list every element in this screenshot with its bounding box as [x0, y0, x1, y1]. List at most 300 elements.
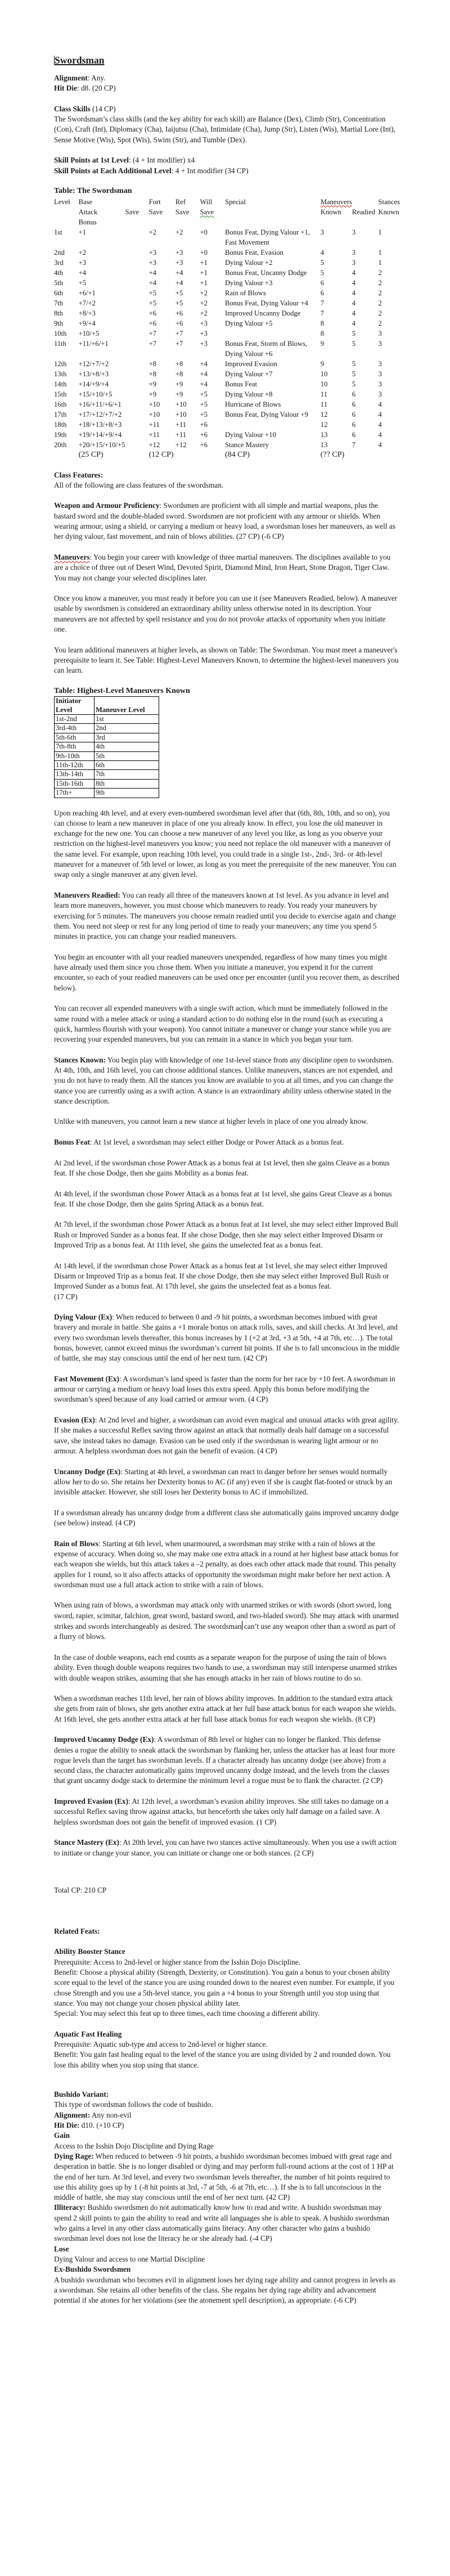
empty-cell: [125, 328, 149, 339]
stance-mastery-label: Stance Mastery (Ex): [54, 1838, 119, 1847]
cell-known: 6: [320, 289, 325, 297]
empty-cell: [54, 450, 79, 460]
evasion: [54, 1415, 400, 1456]
table-row: [54, 359, 400, 369]
header-cell: [352, 217, 379, 227]
cell-level: 20th: [54, 440, 67, 449]
rain-p2: [54, 1600, 400, 1642]
class-features-heading-text: Class Features:: [54, 470, 104, 479]
cell-special: [225, 328, 321, 339]
cell-stances: 1: [378, 248, 382, 256]
cell-will: +3: [200, 339, 208, 348]
header-cell: Stances: [378, 197, 400, 206]
class-skills-label: Class Skills: [54, 104, 91, 113]
stance-mastery-text: : At 20th level, you can have two stances active simultaneously. When you use a swift action to initiate or change your stance, you can initiate or change one or both stances. (2 CP): [54, 1838, 397, 1857]
cell-bab: +18/+13/+8/+3: [78, 420, 122, 429]
page-title: [54, 54, 400, 66]
cell-readied: 4: [352, 299, 356, 307]
stances-p1-text: You begin play with knowledge of one 1st-level stance from any discipline open to swordsmen. At 4th, 10th, and 16th level, you can choose additional stances. Unlike maneuvers, stances are not expended, and you do not have to ready them. All the stances you know are available to you at all times, and you can change the stance you are currently using as a swift action. A stance is an extraordinary ability unless otherwise stated in the stance description.: [54, 1055, 394, 1105]
table-row: [55, 751, 159, 760]
cell-known: 12: [320, 410, 328, 418]
stances-p2: Unlike with maneuvers, you cannot learn a new stance at higher levels in place of one you already know.: [54, 1117, 368, 1126]
special-text: Dying Valour +5: [224, 319, 273, 327]
cell-bab: +15/+10/+5: [78, 390, 112, 398]
cell-maneuver-level: 9th: [94, 789, 159, 798]
skill-points-each: [54, 166, 400, 176]
aquatic-title-text: Aquatic Fast Healing: [54, 2029, 122, 2038]
hitdie-line: [54, 83, 400, 93]
cell-fort: +4: [148, 278, 157, 287]
table-row: [54, 328, 400, 339]
cell-stances: 2: [378, 268, 382, 277]
highest-table-title: Table: Highest-Level Maneuvers Known: [54, 686, 190, 695]
cell-fort: +10: [148, 400, 160, 408]
ability-booster-special: Special: You may select this feat up to three times, each time choosing a different ability.: [54, 2009, 320, 2018]
uncanny-p1: [54, 1467, 400, 1498]
bushido-lose-text: Dying Valour and access to one Martial Discipline: [54, 2254, 205, 2263]
cell-readied: 3: [352, 258, 356, 267]
stances-p1: [54, 1055, 400, 1106]
cell-special: [225, 440, 321, 450]
cell-bab: +3: [78, 258, 86, 267]
cell-known: 9: [320, 359, 325, 368]
aquatic-title: [54, 2029, 400, 2039]
table-header-row: [55, 697, 159, 715]
cell-known: 13: [320, 430, 328, 439]
cell-fort: +6: [148, 309, 157, 317]
cell-known: 10: [320, 380, 328, 388]
special-text: Rain of Blows: [224, 289, 266, 297]
cell-bab: +13/+8/+3: [78, 370, 109, 378]
cell-special: [225, 308, 321, 318]
cell-ref: +10: [175, 410, 187, 418]
spacer: [54, 1906, 400, 1926]
special-text: Bonus Feat, Evasion: [224, 248, 284, 256]
cell-readied: 3: [352, 228, 356, 236]
cell-fort: +8: [148, 359, 157, 368]
cell-will: +6: [200, 430, 208, 439]
cell-known: 9: [320, 339, 325, 348]
table-footer-row: [54, 450, 400, 460]
special-text: Bonus Feat, Storm of Blows,: [224, 339, 308, 348]
bushido-alignment-value: Any non-evil: [90, 2110, 132, 2119]
cell-ref: +6: [175, 309, 183, 317]
cell-bab: +17/+12/+7/+2: [78, 410, 122, 418]
header-cell: [54, 217, 79, 227]
empty-cell: [125, 308, 149, 318]
skill-points-each-value: : 4 + Int modifier (34 CP): [171, 166, 249, 175]
cell-level: 13th: [54, 370, 67, 378]
cell-known: 13: [320, 440, 328, 449]
cell-ref: +11: [175, 430, 187, 439]
cell-level: 16th: [54, 400, 67, 408]
rain-p1-text: : Starting at 6th level, when unarmoured, a swordsman may strike with a rain of blows at the expense of accuracy. When doing so, she may make one extra attack in a round at her highest base attack bonus for each weapon she wields, but this attack takes a –2 penalty, as does each other attack made that round. This penalty applies for 1 round, so it also affects attacks of opportunity the swordsman might make before her next action. A swordsman must use a full attack action to strike with a rain of blows.: [54, 1539, 399, 1589]
bushido-alignment: [54, 2110, 400, 2120]
special-text: Bonus Feat: [224, 380, 257, 388]
cell-readied: 4: [352, 319, 356, 327]
cell-bab: +19/+14/+9/+4: [78, 430, 122, 439]
table-row: [54, 339, 400, 359]
cell-will: +4: [200, 359, 208, 368]
table-row: [54, 258, 400, 268]
bushido-hitdie-label: Hit Die:: [54, 2121, 80, 2130]
cell-special: [225, 318, 321, 328]
cell-will: +0: [200, 228, 208, 236]
cell-readied: 5: [352, 359, 356, 368]
improved-evasion: [54, 1796, 400, 1827]
cell-initiator-level: 13th-14th: [55, 770, 94, 779]
empty-cell: [125, 430, 149, 440]
table-row: [54, 227, 400, 247]
rain-label: Rain of Blows: [54, 1539, 99, 1548]
table-row: [54, 278, 400, 288]
cell-special: [225, 399, 321, 409]
cell-fort: +3: [148, 258, 157, 267]
cell-stances: 3: [378, 339, 382, 348]
special-text: Stance Mastery: [224, 440, 269, 449]
cell-readied: 6: [352, 410, 356, 418]
cell-fort: +12: [148, 440, 160, 449]
aquatic-prereq: Prerequisite: Aquatic sub-type and access to 2nd-level or higher stance.: [54, 2040, 268, 2048]
bonus-feat-p3: At 4th level, if the swordsman chose Power Attack as a bonus feat at 1st level, she gains Great Cleave as a bonus feat. If she chose Dodge, then she gains Spring Attack as a bonus feat.: [54, 1189, 392, 1208]
spacer: [54, 1868, 400, 1885]
cell-stances: 4: [378, 400, 382, 408]
maneuvers-p2: Once you know a maneuver, you must ready it before you can use it (see Maneuvers Readied, below). A maneuver usable by swordsmen is considered an extraordinary ability unless otherwise noted in its description. Your maneuvers are not affected by spell resistance and you do not provoke attacks of opportunity when you initiate one.: [54, 594, 398, 634]
bonus-feat-p4: At 7th level, if the swordsman chose Power Attack as a bonus feat at 1st level, she may select either Improved Bull Rush or Improved Sunder as a bonus feat. If she chose Dodge, then she may select either Improved Disarm or Improved Trip as a bonus feat. At 11th level, she gains the unselected feat as a bonus feat.: [54, 1220, 398, 1250]
table-row: [55, 760, 159, 769]
rain-p2a: When using rain of blows, a swordsman may attack only with unarmed strikes or with swords (short sword, long sword, rapier, scimitar, falchion, great sword, bastard sword, and two-bladed sword). She may attack with unarmed strikes and swords interchangeably as desired. The swordsman: [54, 1601, 399, 1631]
cell-special: [225, 389, 321, 399]
cell-will: +2: [200, 289, 208, 297]
total-cp: Total CP: 210 CP: [54, 1886, 107, 1895]
cell-known: 5: [320, 268, 325, 277]
header-cell: Save: [200, 208, 214, 216]
header-cell: [149, 217, 176, 227]
cell-known: 11: [320, 400, 327, 408]
document-page: [54, 54, 400, 2305]
class-skills-text: The Swordsman’s class skills (and the key ability for each skill) are Balance (Dex), Climb (Str), Concentration (Con), Craft (Int), Diplomacy (Cha), Iaijutsu (Cha), Intimidate (Cha), Jump (Str), Listen (Wis), Martial Lore (Int), Sense Motive (Wis), Spot (Wis), Swim (Str), and Tumble (Dex).: [54, 115, 395, 144]
hitdie-label: Hit Die: [54, 84, 77, 93]
cell-special: [225, 359, 321, 369]
uncanny-p2: If a swordsman already has uncanny dodge from a different class she automatically gains improved uncanny dodge (see below) instead. (4 CP): [54, 1508, 399, 1528]
uncanny-label: Uncanny Dodge (Ex): [54, 1467, 121, 1476]
table-header-row: [54, 207, 400, 217]
cell-known: 5: [320, 258, 325, 267]
bushido-hitdie-value: d10. (+10 CP): [79, 2121, 124, 2130]
cell-known: 4: [320, 248, 325, 256]
ex-bushido-label: Ex-Bushido Swordsmen: [54, 2265, 131, 2274]
header-cell: Will: [200, 197, 213, 206]
cell-ref: +7: [175, 329, 183, 337]
table-row: [54, 420, 400, 430]
weapon-prof-text: : Swordsmen are proficient with all simple and martial weapons, plus the bastard sword and the double-bladed sword. Swordsmen are not proficient with any armour or shields. When wearing armour, using a shield, or carrying a medium or heavy load, a swordsman loses her maneuvers, as well as her dying valour, fast movement, and rain of blows abilities. (27 CP) (-6 CP): [54, 501, 395, 541]
cell-stances: 2: [378, 319, 382, 327]
bonus-feat-p1-text: : At 1st level, a swordsman may select either Dodge or Power Attack as a bonus feat.: [89, 1138, 344, 1147]
related-heading-text: Related Feats:: [54, 1926, 100, 1935]
empty-cell: [125, 278, 149, 288]
cell-initiator-level: 1st-2nd: [55, 714, 94, 723]
cell-fort: +5: [148, 299, 157, 307]
cell-maneuver-level: 7th: [94, 770, 159, 779]
table-header-row: [54, 197, 400, 207]
cell-readied: 4: [352, 289, 356, 297]
cell-bab: +11/+6/+1: [78, 339, 109, 348]
maneuvers-p1-text: : You begin your career with knowledge of three martial maneuvers. The disciplines available to you are a choice of three out of Desert Wind, Devoted Spirit, Diamond Mind, Iron Heart, Stone Dragon, Tiger Claw. You may not change your selected disciplines later.: [54, 552, 391, 582]
cell-bab: +10/+5: [78, 329, 100, 337]
cell-special: [225, 298, 321, 308]
cell-special: [225, 369, 321, 379]
cell-will: +5: [200, 400, 208, 408]
cell-will: +1: [200, 278, 208, 287]
bushido-heading-text: Bushido Variant:: [54, 2090, 109, 2099]
special-text: Dying Valour +7: [224, 370, 273, 378]
header-cell: [352, 197, 379, 207]
cell-will: +6: [200, 420, 208, 429]
skill-points-first-value: : (4 + Int modifier) x4: [128, 156, 195, 165]
cell-initiator-level: 17th+: [55, 789, 94, 798]
bushido-illiteracy: [54, 2203, 400, 2244]
cell-readied: 5: [352, 329, 356, 337]
bonus-feat-cp: (17 CP): [54, 1292, 78, 1301]
cell-level: 7th: [54, 299, 64, 307]
cell-level: 6th: [54, 289, 64, 297]
cell-stances: 1: [378, 258, 382, 267]
empty-cell: [125, 288, 149, 298]
cell-fort: +5: [148, 289, 157, 297]
cell-ref: +3: [175, 258, 183, 267]
cell-level: 2nd: [54, 248, 65, 256]
cell-stances: 3: [378, 370, 382, 378]
empty-cell: [125, 298, 149, 308]
header-cell: [125, 197, 149, 207]
table-row: [54, 288, 400, 298]
cell-level: 18th: [54, 420, 67, 429]
cell-stances: 4: [378, 440, 382, 449]
cell-readied: 4: [352, 309, 356, 317]
table-row: [54, 369, 400, 379]
cell-maneuver-level: 1st: [94, 714, 159, 723]
cell-special: [225, 227, 321, 247]
illiteracy-text: Bushido swordsmen do not automatically know how to read and write. A bushido swordsman may spend 2 skill points to gain the ability to read and write all languages she is able to speak. A bushido swordsman who gains a level in any other class automatically gains literacy. Any other character who gains a bushido swordsman level does not lose the literacy he or she already had. (-4 CP): [54, 2203, 390, 2243]
cell-stances: 2: [378, 278, 382, 287]
cell-bab: +16/+11/+6/+1: [78, 400, 122, 408]
header-cell: Save: [175, 208, 190, 216]
dying-valour-label: Dying Valour (Ex): [54, 1313, 112, 1322]
empty-cell: [352, 450, 379, 460]
cell-stances: 4: [378, 420, 382, 429]
cell-level: 4th: [54, 268, 64, 277]
cell-ref: +4: [175, 278, 183, 287]
gain-label: Gain: [54, 2131, 70, 2140]
cell-known: 8: [320, 319, 325, 327]
spacer: [54, 2080, 400, 2089]
cell-readied: 4: [352, 268, 356, 277]
cell-known: 7: [320, 309, 325, 317]
cell-level: 12th: [54, 359, 67, 368]
cell-ref: +8: [175, 359, 183, 368]
header-cell: [378, 217, 400, 227]
swap-text: Upon reaching 4th level, and at every even-numbered swordsman level after that (6th, 8th, 10th, and so on), you can choose to learn a new maneuver in place of one you already know. In effect, you lose the old maneuver in exchange for the new one. You can choose a new maneuver of any level you like, as long as you observe your restriction on the highest-level maneuvers you know; you need not replace the old maneuver with a maneuver of the same level. For example, upon reaching 10th level, you could trade in a single 1st-, 2nd-, 3rd- or 4th-level maneuver for a maneuver of 5th level or lower, as long as you meet the prerequisite of the new maneuver. You can swap only a single maneuver at any given level.: [54, 808, 397, 879]
skill-points-first: [54, 155, 400, 165]
cell-special: [225, 247, 321, 258]
cell-special: [225, 430, 321, 440]
header-cell: Known: [378, 208, 399, 216]
table-row: [54, 379, 400, 389]
fast-movement-text: : A swordsman’s land speed is faster than the norm for her race by +10 feet. A swordsman in armour or carrying a medium or heavy load loses this extra speed. Apply this bonus before modifying the swordsman’s speed because of any load carried or armour worn. (4 CP): [54, 1374, 395, 1404]
cell-special: [225, 339, 321, 359]
cell-maneuver-level: 8th: [94, 779, 159, 788]
cell-will: +1: [200, 258, 208, 267]
header-line1: Initiator: [56, 697, 82, 705]
table-header-row: [54, 217, 400, 227]
rain-p1: [54, 1539, 400, 1590]
cell-special: [225, 258, 321, 268]
cell-will: +5: [200, 410, 208, 418]
special-text: Dying Valour +3: [224, 278, 273, 287]
evasion-label: Evasion (Ex): [54, 1416, 95, 1425]
cell-will: +6: [200, 440, 208, 449]
bonus-feat-p5: At 14th level, if the swordsman chose Power Attack as a bonus feat at 1st level, she may select either Improved Disarm or Improved Trip as a bonus feat. If she chose Dodge, then she may select either Improved Bull Rush or Improved Sunder as a bonus feat. At 17th level, she gains the unselected feat as a bonus feat.: [54, 1261, 389, 1291]
table-row: [54, 298, 400, 308]
cell-readied: 6: [352, 390, 356, 398]
cell-bab: +8/+3: [78, 309, 96, 317]
cell-readied: 3: [352, 248, 356, 256]
main-table-title: Table: The Swordsman: [54, 187, 132, 196]
special-text: Dying Valour +2: [224, 258, 273, 267]
hitdie-value: : d8. (20 CP): [77, 84, 116, 93]
alignment-line: [54, 73, 400, 83]
special-text: Improved Uncanny Dodge: [224, 309, 301, 317]
ability-booster-title-text: Ability Booster Stance: [54, 1947, 125, 1956]
initiator-level-header: [55, 697, 94, 715]
bushido-alignment-label: Alignment:: [54, 2110, 91, 2119]
footer-cp: (25 CP): [78, 450, 104, 459]
improved-evasion-text: : At 12th level, a swordsman’s evasion ability improves. She still takes no damage on a successful Reflex saving throw against attacks, but henceforth she takes only half damage on a failed save. A helpless swordsman does not gain the benefit of improved evasion. (1 CP): [54, 1797, 389, 1826]
cell-known: 10: [320, 370, 328, 378]
table-row: [54, 440, 400, 450]
swordsman-table: [54, 197, 400, 460]
dying-valour: [54, 1312, 400, 1363]
cell-fort: +10: [148, 410, 160, 418]
cell-bab: +7/+2: [78, 299, 96, 307]
dying-rage-label: Dying Rage:: [54, 2151, 94, 2160]
cell-maneuver-level: 4th: [94, 742, 159, 751]
bonus-feat-p2: At 2nd level, if the swordsman chose Power Attack as a bonus feat at 1st level, then she gains Cleave as a bonus feat. If she chose Dodge, then she gains Mobility as a bonus feat.: [54, 1158, 390, 1177]
empty-cell: [200, 450, 225, 460]
improved-uncanny: [54, 1735, 400, 1786]
empty-cell: [125, 318, 149, 328]
readied-label: Maneuvers Readied:: [54, 890, 120, 899]
header-cell: Level: [54, 197, 70, 206]
cell-ref: +6: [175, 319, 183, 327]
cell-ref: +2: [175, 228, 183, 236]
special-text-line2: Dying Valour +6: [224, 349, 273, 358]
cell-ref: +9: [175, 380, 183, 388]
cell-known: 6: [320, 278, 325, 287]
skill-points-each-label: Skill Points at Each Additional Level: [54, 166, 172, 175]
header-cell: Ref: [175, 197, 186, 206]
special-text: Bonus Feat, Dying Valour +1,: [224, 228, 310, 236]
header-cell: [225, 217, 321, 227]
class-skills-cp: (14 CP): [90, 104, 116, 113]
cell-level: 10th: [54, 329, 67, 337]
bushido-gain-label: [54, 2131, 400, 2141]
special-text: Dying Valour +10: [224, 430, 276, 439]
cell-ref: +9: [175, 390, 183, 398]
weapon-prof-label: Weapon and Armour Proficiency: [54, 501, 160, 510]
table-row: [55, 733, 159, 742]
cell-level: 19th: [54, 430, 67, 439]
class-features-intro: All of the following are class features of the swordsman.: [54, 480, 224, 489]
table-row: [54, 399, 400, 409]
cell-special: [225, 409, 321, 420]
header-cell: Special: [224, 197, 246, 206]
cell-bab: +2: [78, 248, 86, 256]
cell-will: +1: [200, 268, 208, 277]
cell-fort: +3: [148, 248, 157, 256]
empty-cell: [125, 420, 149, 430]
footer-cp: (12 CP): [148, 450, 174, 459]
cell-initiator-level: 15th-16th: [55, 779, 94, 788]
header-cell: Known: [320, 208, 341, 216]
cell-level: 14th: [54, 380, 67, 388]
empty-cell: [125, 450, 149, 460]
bushido-dying-rage: [54, 2151, 400, 2203]
empty-cell: [125, 247, 149, 258]
class-features-heading: [54, 470, 400, 480]
table-row: [55, 742, 159, 751]
special-text: Improved Evasion: [224, 359, 277, 368]
cell-stances: 3: [378, 359, 382, 368]
uncanny-p1-text: : Starting at 4th level, a swordsman can react to danger before her senses would normally allow her to do so. She retains her Dexterity bonus to AC (if any) even if she is caught flat-footed or struck by an invisible attacker. However, she still loses her Dexterity bonus to AC if immobilized.: [54, 1467, 393, 1497]
empty-cell: [125, 399, 149, 409]
empty-cell: [125, 409, 149, 420]
cell-will: +3: [200, 319, 208, 327]
table-row: [55, 779, 159, 788]
bonus-feat-label: Bonus Feat: [54, 1138, 90, 1147]
header-cell: Save: [148, 208, 163, 216]
header-cell: Attack: [78, 208, 98, 216]
cell-level: 1st: [54, 228, 62, 236]
cell-stances: 3: [378, 329, 382, 337]
cell-will: +4: [200, 380, 208, 388]
header-cell: Base: [78, 197, 93, 206]
rain-p2b: can’t use any weapon other than a sword as part of a flurry of blows.: [54, 1622, 396, 1641]
table-row: [54, 247, 400, 258]
footer-cp: (84 CP): [224, 450, 250, 459]
empty-cell: [125, 227, 149, 247]
cell-known: 11: [320, 390, 327, 398]
cell-stances: 3: [378, 380, 382, 388]
cell-ref: +10: [175, 400, 187, 408]
header-cell: [321, 217, 352, 227]
table-row: [54, 318, 400, 328]
ability-booster-title: [54, 1947, 400, 1957]
bushido-ex-label: [54, 2264, 400, 2275]
aquatic-benefit: Benefit: You gain fast healing equal to the level of the stance you are using divided by 2 and rounded down. You lose this ability when you stop using that stance.: [54, 2050, 391, 2069]
cell-readied: 6: [352, 430, 356, 439]
cell-known: 8: [320, 329, 325, 337]
maneuvers-p1: [54, 552, 400, 583]
header-cell: [200, 217, 225, 227]
header-cell: Save: [125, 208, 140, 216]
weapon-prof: [54, 501, 400, 542]
cell-bab: +20/+15/+10/+5: [78, 440, 125, 449]
bushido-intro: This type of swordsman follows the code of bushido.: [54, 2100, 213, 2109]
cell-bab: +12/+7/+2: [78, 359, 109, 368]
cell-level: 5th: [54, 278, 64, 287]
ability-booster-benefit: Benefit: Choose a physical ability (Strength, Dexterity, or Constitution). You gain a bonus to your chosen ability score equal to the level of the stance you are using rounded down to the nearest even number. For example, if you chose Strength and you use a 5th-level stance, you gain a +4 bonus to your Strength until you stop using that stance. You may not change your chosen physical ability later.: [54, 1967, 395, 2007]
